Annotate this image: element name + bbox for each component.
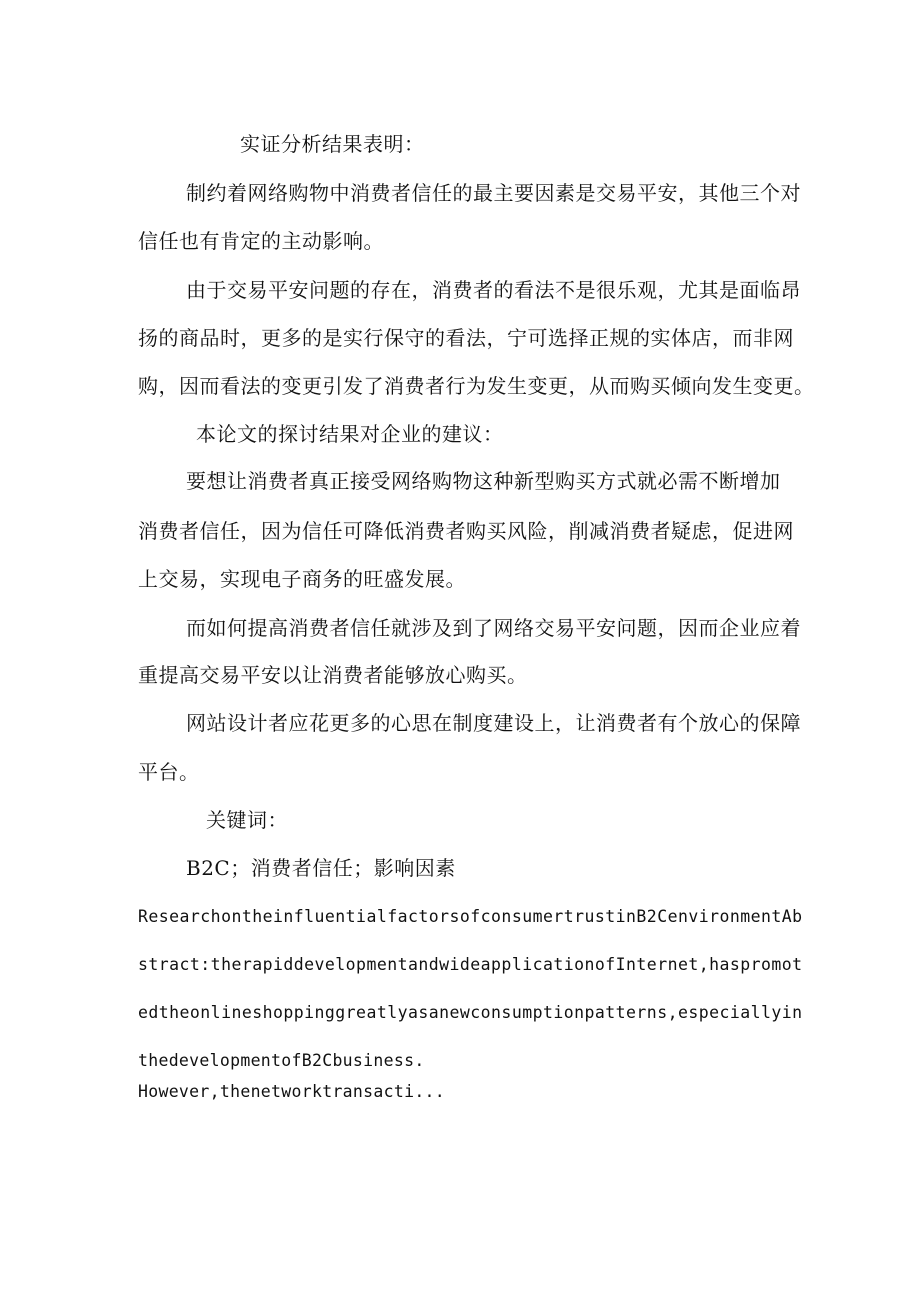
suggestions-heading: 本论文的探讨结果对企业的建议： — [196, 422, 504, 446]
results-heading: 实证分析结果表明： — [240, 132, 425, 156]
english-line-4: thedevelopmentofB2Cbusiness. — [138, 1051, 425, 1070]
english-line-2: stract:therapiddevelopmentandwideapplicationofInternet,haspromot — [138, 955, 803, 974]
paragraph-3-line-1: 要想让消费者真正接受网络购物这种新型购买方式就必需不断增加 — [186, 469, 781, 493]
paragraph-4-line-2: 重提高交易平安以让消费者能够放心购买。 — [138, 663, 528, 687]
keywords-label: 关键词： — [206, 808, 288, 832]
paragraph-5-line-1: 网站设计者应花更多的心思在制度建设上，让消费者有个放心的保障 — [186, 711, 801, 735]
paragraph-1-line-1: 制约着网络购物中消费者信任的最主要因素是交易平安，其他三个对 — [186, 181, 801, 205]
english-line-1: ResearchontheinfluentialfactorsofconsumertrustinB2CenvironmentAb — [138, 907, 803, 926]
keywords-value: B2C；消费者信任；影响因素 — [186, 856, 456, 880]
paragraph-4-line-1: 而如何提高消费者信任就涉及到了网络交易平安问题，因而企业应着 — [186, 616, 801, 640]
english-line-5: However,thenetworktransacti... — [138, 1082, 446, 1101]
paragraph-1-line-2: 信任也有肯定的主动影响。 — [138, 229, 384, 253]
paragraph-2-line-3: 购，因而看法的变更引发了消费者行为发生变更，从而购买倾向发生变更。 — [138, 374, 815, 398]
paragraph-2-line-1: 由于交易平安问题的存在，消费者的看法不是很乐观，尤其是面临昂 — [186, 278, 801, 302]
paragraph-3-line-2: 消费者信任，因为信任可降低消费者购买风险，削减消费者疑虑，促进网 — [138, 519, 794, 543]
paragraph-2-line-2: 扬的商品时，更多的是实行保守的看法，宁可选择正规的实体店，而非网 — [138, 326, 794, 350]
english-line-3: edtheonlineshoppinggreatlyasanewconsumptionpatterns,especiallyin — [138, 1003, 803, 1022]
paragraph-3-line-3: 上交易，实现电子商务的旺盛发展。 — [138, 567, 466, 591]
paragraph-5-line-2: 平台。 — [138, 760, 200, 784]
